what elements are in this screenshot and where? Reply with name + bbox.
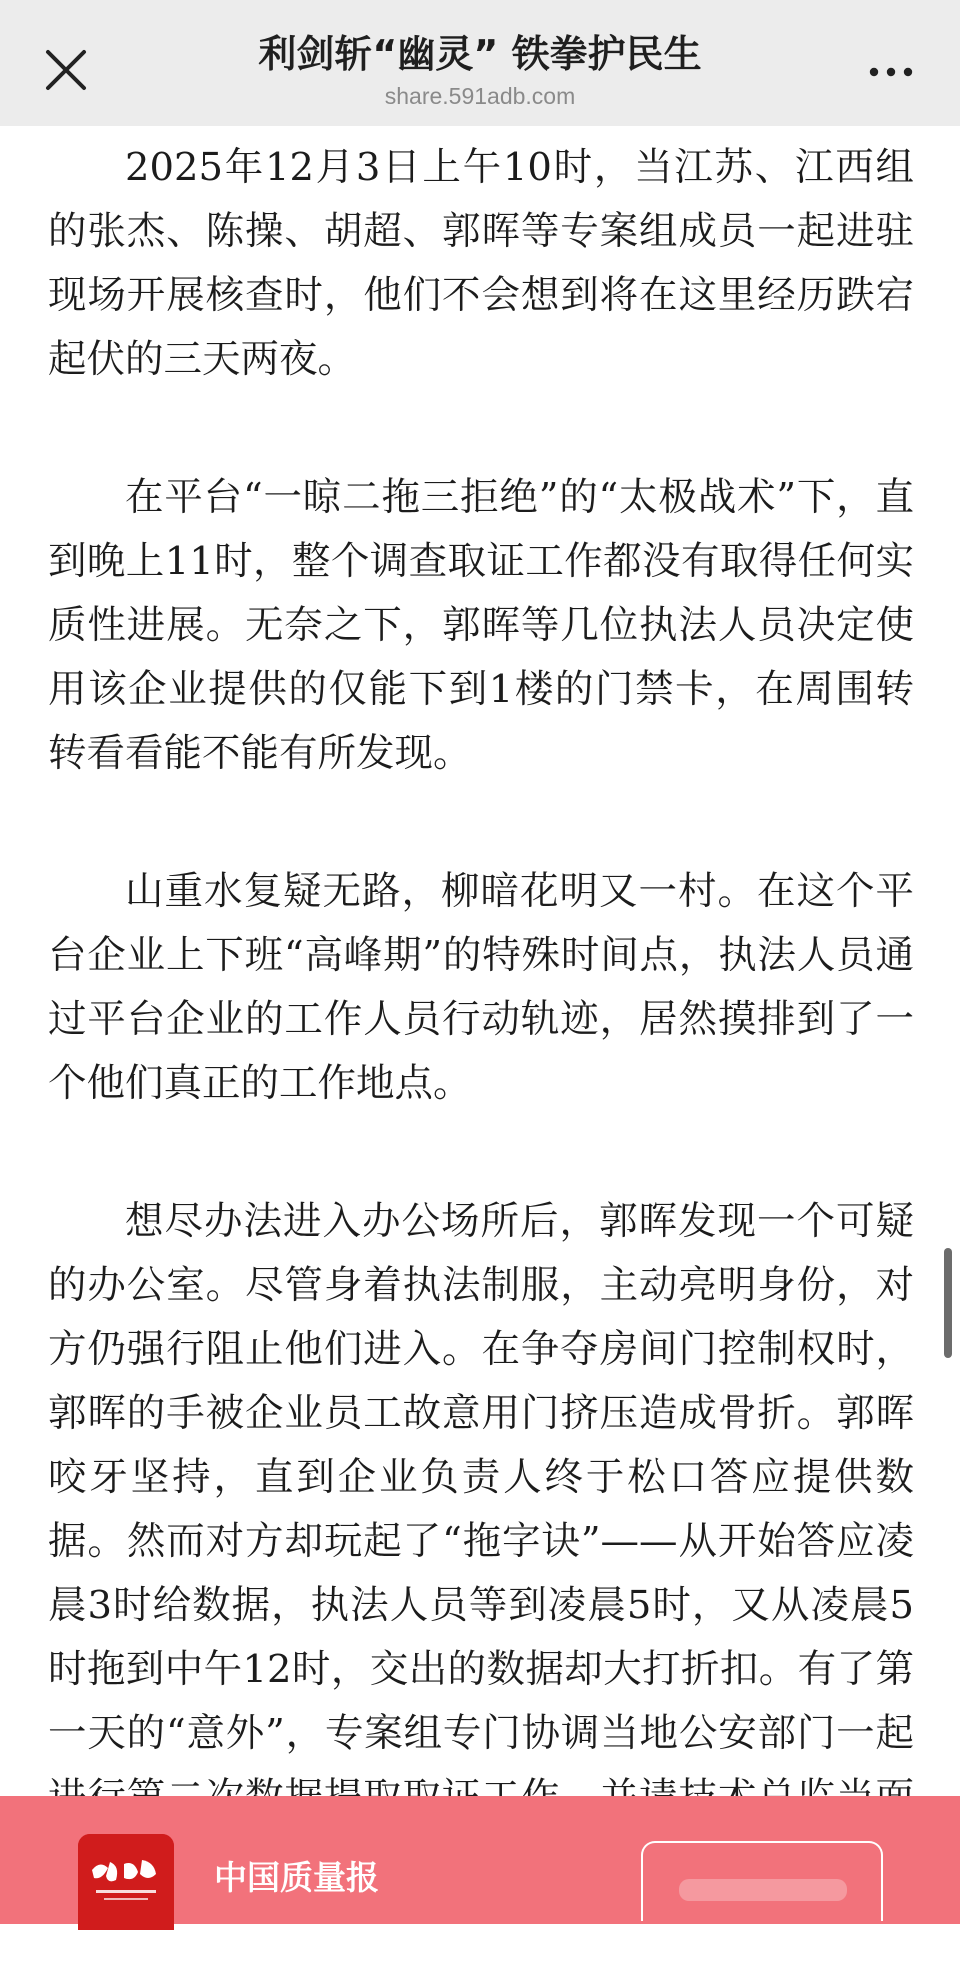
follow-button[interactable] [641,1841,883,1921]
top-nav-bar [0,0,960,126]
scrollbar-thumb[interactable] [944,1248,952,1358]
article-paragraph: 在平台“一晾二拖三拒绝”的“太极战术”下，直到晚上11时，整个调查取证工作都没有取得任何实质性进展。无奈之下，郭晖等几位执法人员决定使用该企业提供的仅能下到1楼的门禁卡，在周围转转看看能不能有所发现。 [48,475,914,776]
brand-banner[interactable] [0,1796,960,1924]
article-paragraph: 2025年12月3日上午10时，当江苏、江西组的张杰、陈操、胡超、郭晖等专案组成员一起进驻现场开展核查时，他们不会想到将在这里经历跌宕起伏的三天两夜。 [48,145,914,382]
close-button[interactable] [40,44,92,96]
article-paragraph: 山重水复疑无路，柳暗花明又一村。在这个平台企业上下班“高峰期”的特殊时间点，执法人员通过平台企业的工作人员行动轨迹，居然摸排到了一个他们真正的工作地点。 [48,869,914,1106]
article-paragraph: 想尽办法进入办公场所后，郭晖发现一个可疑的办公室。尽管身着执法制服，主动亮明身份，对方仍强行阻止他们进入。在争夺房间门控制权时，郭晖的手被企业员工故意用门挤压造成骨折。郭晖咬牙坚持，直到企业负责人终于松口答应提供数据。然而对方却玩起了“拖字诀”——从开始答应凌晨3时给数据，执法人员等到凌晨5时，又从凌晨5时拖到中午12时，交出的数据却大打折扣。有了第一天的“意外”，专案组专门协调当地公安部门一起 [48,1199,914,1756]
article-body [48,136,914,1968]
close-icon [40,44,92,96]
more-options-button[interactable] [866,62,916,82]
follow-button-icon [643,1843,881,1921]
more-dots-icon [866,62,916,82]
page-title: 利剑斩“幽灵” 铁拳护民生 [258,32,702,76]
newspaper-logo-icon [78,1834,174,1930]
page-domain: share.591adb.com [384,83,576,109]
brand-name: 中国质量报 [214,1858,379,1897]
brand-logo [78,1834,174,1930]
